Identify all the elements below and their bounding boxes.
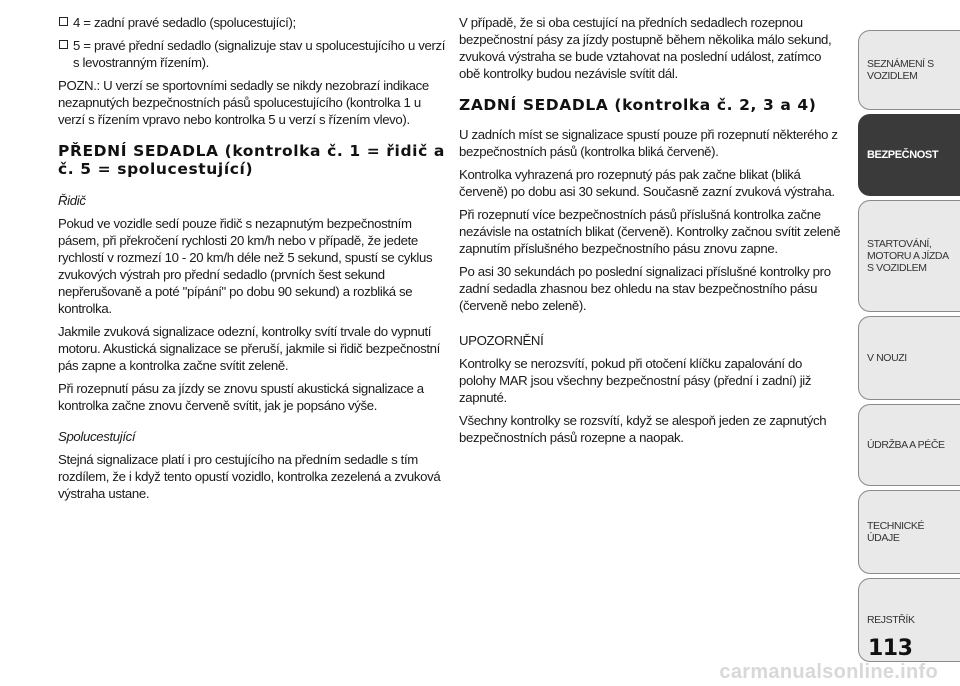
tab-label: STARTOVÁNÍ, MOTORU A JÍZDA S VOZIDLEM [867, 238, 949, 274]
body-paragraph: Jakmile zvuková signalizace odezní, kontrolky svítí trvale do vypnutí motoru. Akustická signalizace se přeruší, jakmile si řidič bezpečnostní pás zapne a kontrolka začne svítit zeleně. [58, 324, 440, 373]
tab-startovani[interactable] [858, 200, 960, 312]
tab-label: SEZNÁMENÍ S VOZIDLEM [867, 58, 934, 82]
subheading-passenger: Spolucestující [58, 429, 136, 444]
tab-label: V NOUZI [867, 352, 907, 364]
tab-seznameni-s-vozidlem[interactable] [858, 30, 960, 110]
tab-label: BEZPEČNOST [867, 149, 939, 161]
body-paragraph: Při rozepnutí pásu za jízdy se znovu spustí akustická signalizace a kontrolka začne znovu červeně svítit, jak je popsáno výše. [58, 381, 424, 413]
tab-v-nouzi[interactable] [858, 316, 960, 400]
tab-label: TECHNICKÉ ÚDAJE [867, 520, 925, 544]
tab-label: ÚDRŽBA A PÉČE [867, 439, 945, 451]
section-heading-front-seats: PŘEDNÍ SEDADLA (kontrolka č. 1 = řidič a č. 5 = spolucestující) [58, 142, 445, 178]
tab-technicke-udaje[interactable] [858, 490, 960, 574]
body-paragraph: Při rozepnutí více bezpečnostních pásů příslušná kontrolka začne nezávisle na ostatních blikat (červeně). Kontrolky začnou svítit zeleně zapnutím příslušného bezpečnostního pásu znovu zapne. [459, 207, 841, 256]
subheading-driver: Řidič [58, 193, 86, 208]
tab-label: REJSTŘÍK [867, 614, 915, 626]
body-paragraph: Stejná signalizace platí i pro cestujícího na předním sedadle s tím rozdílem, že i když tento opustí vozidlo, kontrolka zezelená a zvuková výstraha ustane. [58, 452, 441, 501]
body-paragraph: Kontrolka vyhrazená pro rozepnutý pás pak začne blikat (bliká červeně) po dobu asi 30 sekund. Současně zazní zvuková výstraha. [459, 167, 835, 199]
body-paragraph: U zadních míst se signalizace spustí pouze při rozepnutí některého z bezpečnostních pásů (kontrolka bliká červeně). [459, 127, 838, 159]
tab-udrzba-a-pece[interactable] [858, 404, 960, 486]
intro-paragraph: V případě, že si oba cestující na předních sedadlech rozepnou bezpečnostní pásy za jízdy postupně během několika málo sekund, zvuková výstraha se bude vztahovat na poslední událost, zatímco obě kontrolky budou nezávisle svítit dál. [459, 15, 832, 81]
checkbox-square-icon [59, 17, 68, 26]
tab-bezpecnost[interactable] [858, 114, 960, 196]
bullet-item [58, 14, 446, 31]
bullet-text: 5 = pravé přední sedadlo (signalizuje stav u spolucestujícího u verzí s levostranným řízením). [73, 38, 446, 70]
warning-title: UPOZORNĚNÍ [459, 333, 544, 348]
bullet-item [58, 37, 446, 71]
page-number: 113 [868, 636, 913, 661]
right-column [459, 14, 842, 452]
left-column [58, 14, 446, 508]
watermark-text: carmanualsonline.info [719, 661, 938, 683]
body-paragraph: Všechny kontrolky se rozsvítí, když se alespoň jeden ze zapnutých bezpečnostních pásů rozepne a naopak. [459, 413, 827, 445]
note-paragraph: POZN.: U verzí se sportovními sedadly se nikdy nezobrazí indikace nezapnutých bezpečnostních pásů spolucestujícího (kontrolka 1 u verzí s řízením vpravo nebo kontrolka 5 u verzí s řízením vlevo). [58, 78, 429, 127]
bullet-text: 4 = zadní pravé sedadlo (spolucestující); [73, 15, 296, 30]
checkbox-square-icon [59, 40, 68, 49]
section-heading-rear-seats: ZADNÍ SEDADLA (kontrolka č. 2, 3 a 4) [459, 96, 817, 114]
body-paragraph: Pokud ve vozidle sedí pouze řidič s nezapnutým bezpečnostním pásem, při překročení rychlosti 20 km/h nebo v případě, že jedete rychlostí v rozmezí 10 - 20 km/h déle než 5 sekund, spustí se cyklus zvukových výstrah pro přední sedadlo (prvních šest sekund nepřerušovaně a poté "pípání" po dobu 90 sekund) a rozbliká se kontrolka. [58, 216, 433, 316]
body-paragraph: Kontrolky se nerozsvítí, pokud při otočení klíčku zapalování do polohy MAR jsou všechny bezpečnostní pásy (přední i zadní) již zapnuté. [459, 356, 812, 405]
body-paragraph: Po asi 30 sekundách po poslední signalizaci příslušné kontrolky pro zadní sedadla zhasnou bez ohledu na stav bezpečnostního pásu (červeně nebo zeleně). [459, 264, 831, 313]
